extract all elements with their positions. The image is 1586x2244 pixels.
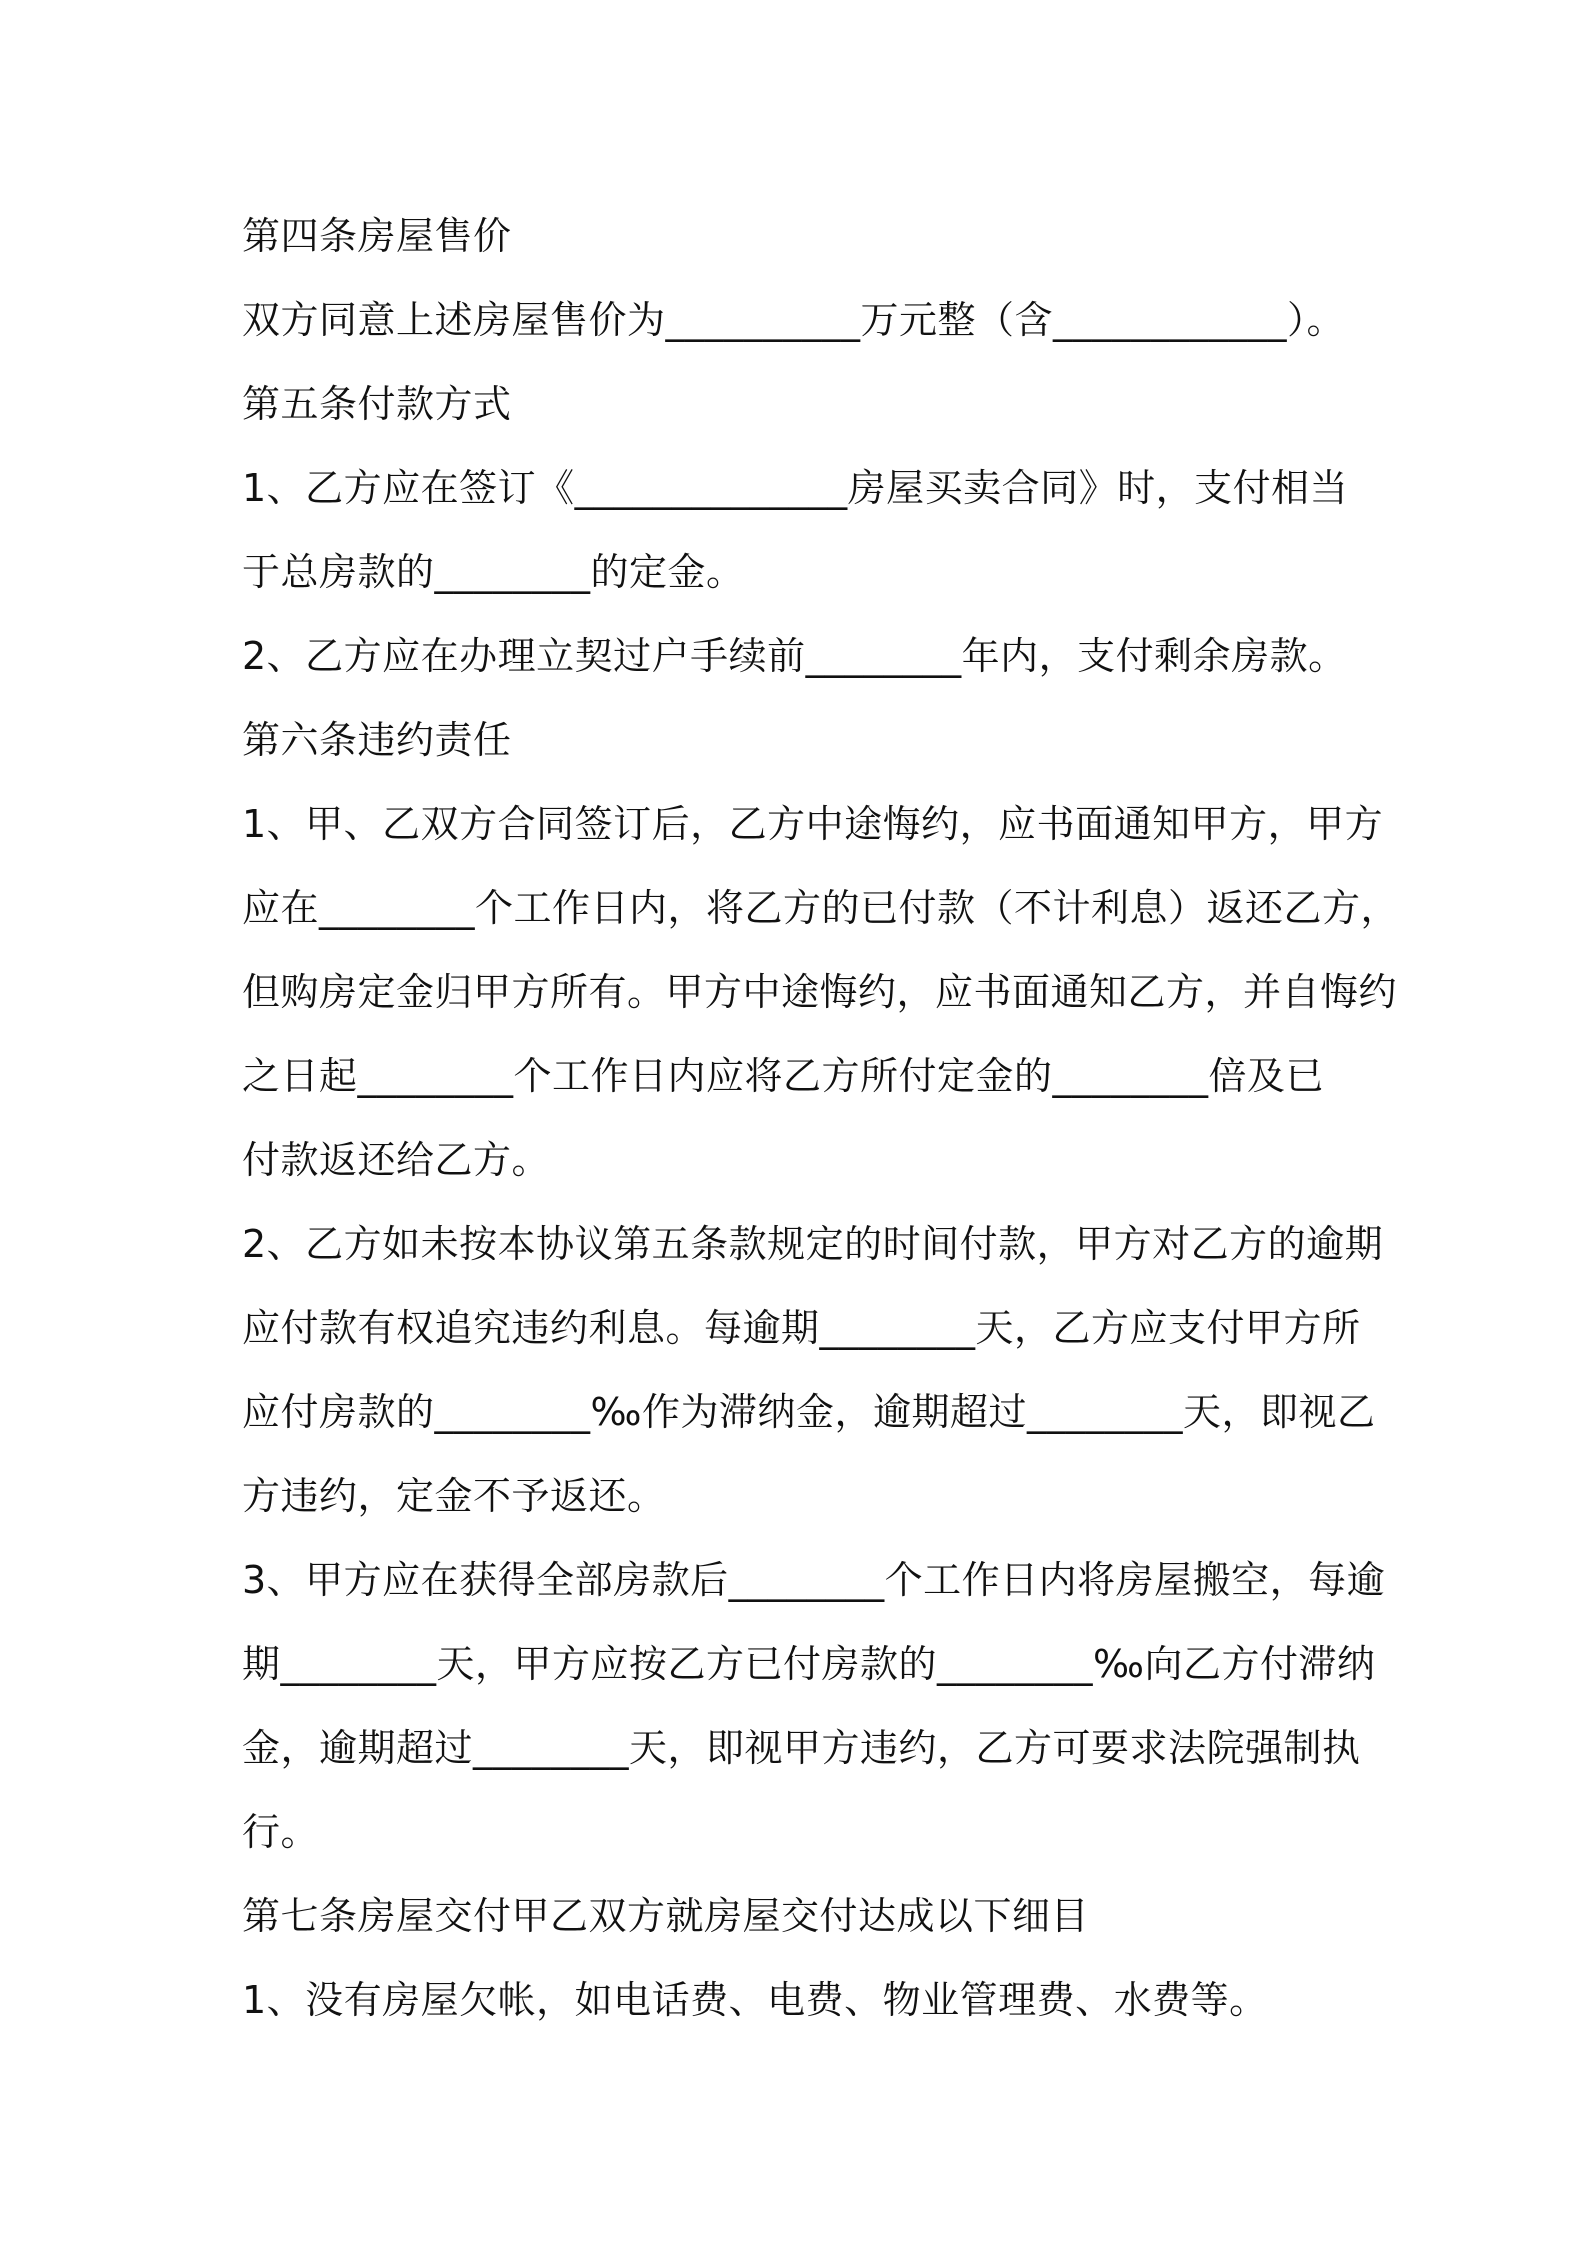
document-body	[242, 194, 1400, 2042]
article-7-heading: 第七条房屋交付甲乙双方就房屋交付达成以下细目	[242, 1894, 1090, 1938]
text-line: 之日起________个工作日内应将乙方所付定金的________倍及已	[242, 1054, 1325, 1098]
article-4-heading: 第四条房屋售价	[242, 214, 512, 258]
text-line: 2、乙方如未按本协议第五条款规定的时间付款，甲方对乙方的逾期	[242, 1222, 1384, 1266]
text-line: 应付房款的________‰作为滞纳金，逾期超过________天，即视乙	[242, 1390, 1376, 1434]
text-line: 1、乙方应在签订《______________房屋买卖合同》时，支付相当	[242, 466, 1349, 510]
text-line: 期________天，甲方应按乙方已付房款的________‰向乙方付滞纳	[242, 1642, 1376, 1686]
text-line: 于总房款的________的定金。	[242, 550, 745, 594]
text-line: 方违约，定金不予返还。	[242, 1474, 666, 1518]
text-line: 1、没有房屋欠帐，如电话费、电费、物业管理费、水费等。	[242, 1978, 1268, 2022]
text-line: 但购房定金归甲方所有。甲方中途悔约，应书面通知乙方，并自悔约	[242, 970, 1398, 1014]
text-line: 付款返还给乙方。	[242, 1138, 551, 1182]
text-line: 应在________个工作日内，将乙方的已付款（不计利息）返还乙方，	[242, 886, 1400, 930]
text-line: 双方同意上述房屋售价为__________万元整（含____________）。	[242, 298, 1346, 342]
text-line: 应付款有权追究违约利息。每逾期________天，乙方应支付甲方所	[242, 1306, 1361, 1350]
article-6-heading: 第六条违约责任	[242, 718, 512, 762]
text-line: 2、乙方应在办理立契过户手续前________年内，支付剩余房款。	[242, 634, 1347, 678]
text-line: 行。	[242, 1810, 320, 1854]
text-line: 3、甲方应在获得全部房款后________个工作日内将房屋搬空，每逾	[242, 1558, 1386, 1602]
text-line: 1、甲、乙双方合同签订后，乙方中途悔约，应书面通知甲方，甲方	[242, 802, 1384, 846]
text-line: 金，逾期超过________天，即视甲方违约，乙方可要求法院强制执	[242, 1726, 1361, 1770]
article-5-heading: 第五条付款方式	[242, 382, 512, 426]
